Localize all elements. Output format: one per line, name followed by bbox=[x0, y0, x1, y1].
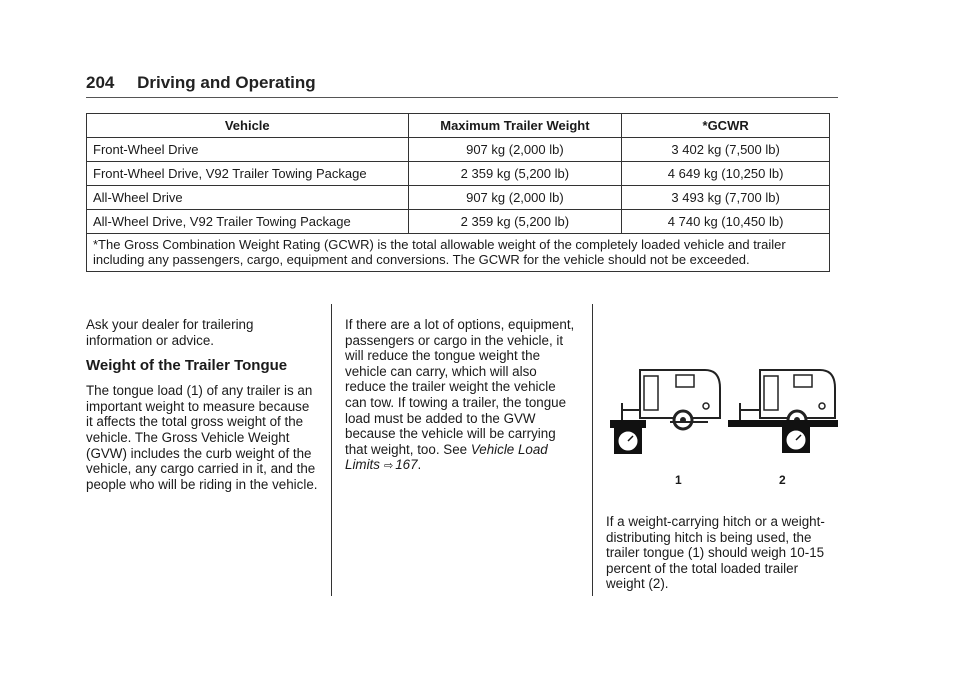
figure-label-trailer-weight: 2 bbox=[779, 473, 786, 487]
figure-label-tongue-load: 1 bbox=[675, 473, 682, 487]
cell-max-trailer-weight: 2 359 kg (5,200 lb) bbox=[408, 162, 622, 186]
cell-vehicle: All-Wheel Drive, V92 Trailer Towing Package bbox=[87, 210, 409, 234]
link-text: Vehicle Load Limits bbox=[345, 441, 548, 473]
column-header-max-trailer-weight: Maximum Trailer Weight bbox=[408, 114, 622, 138]
cell-vehicle: Front-Wheel Drive bbox=[87, 138, 409, 162]
table-footnote: *The Gross Combination Weight Rating (GCWR) is the total allowable weight of the completely loaded vehicle and trailer including any passengers, cargo, equipment and conversions. The GCWR for the vehicle should not be exceeded. bbox=[87, 234, 830, 272]
options-text: If there are a lot of options, equipment, passengers or cargo in the vehicle, it will reduce the tongue weight the vehicle can carry, which will also reduce the trailer weight the vehicle can tow. If towing a trailer, the tongue load must be added to the GVW because the vehicle will be carrying that weight, too. See bbox=[345, 317, 575, 457]
scale-icon bbox=[614, 428, 642, 454]
cell-gcwr: 3 493 kg (7,700 lb) bbox=[622, 186, 830, 210]
scale-icon bbox=[782, 427, 810, 453]
page-reference: 167 bbox=[395, 457, 418, 473]
left-column bbox=[86, 317, 318, 492]
table-row bbox=[87, 138, 830, 162]
options-paragraph bbox=[345, 317, 579, 475]
hitch-paragraph: If a weight-carrying hitch or a weight-distributing hitch is being used, the trailer tongue (1) should weigh 10-15 percent of the total loaded trailer weight (2). bbox=[606, 514, 825, 592]
cell-max-trailer-weight: 2 359 kg (5,200 lb) bbox=[408, 210, 622, 234]
column-header-vehicle: Vehicle bbox=[87, 114, 409, 138]
cell-gcwr: 3 402 kg (7,500 lb) bbox=[622, 138, 830, 162]
towing-capacity-table bbox=[86, 113, 830, 272]
cell-gcwr: 4 649 kg (10,250 lb) bbox=[622, 162, 830, 186]
trailer-tongue-weight-illustration bbox=[610, 360, 840, 490]
cell-max-trailer-weight: 907 kg (2,000 lb) bbox=[408, 186, 622, 210]
cell-vehicle: All-Wheel Drive bbox=[87, 186, 409, 210]
table-footnote-row bbox=[87, 234, 830, 272]
cell-vehicle: Front-Wheel Drive, V92 Trailer Towing Package bbox=[87, 162, 409, 186]
cell-gcwr: 4 740 kg (10,450 lb) bbox=[622, 210, 830, 234]
right-column bbox=[606, 514, 838, 592]
trailer-right bbox=[728, 370, 838, 453]
column-divider bbox=[331, 304, 332, 596]
sentence-end: . bbox=[417, 457, 422, 473]
page-header bbox=[86, 73, 316, 93]
page-reference-icon: ⇨ bbox=[383, 460, 394, 473]
section-heading: Weight of the Trailer Tongue bbox=[86, 357, 288, 375]
table-row bbox=[87, 210, 830, 234]
trailer-left bbox=[610, 370, 720, 454]
page-number: 204 bbox=[86, 73, 115, 92]
table-header-row bbox=[87, 114, 830, 138]
column-header-gcwr: *GCWR bbox=[622, 114, 830, 138]
cell-max-trailer-weight: 907 kg (2,000 lb) bbox=[408, 138, 622, 162]
tongue-weight-paragraph: The tongue load (1) of any trailer is an important weight to measure because it affects the total gross weight of the vehicle. The Gross Vehicle Weight (GVW) includes the curb weight of the vehicle, any cargo carried in it, and the people who will be riding in the vehicle. bbox=[86, 383, 318, 492]
header-divider bbox=[86, 97, 838, 98]
intro-paragraph: Ask your dealer for trailering information or advice. bbox=[86, 317, 254, 348]
table-row bbox=[87, 162, 830, 186]
column-divider bbox=[592, 304, 593, 596]
middle-column bbox=[345, 317, 579, 475]
section-title: Driving and Operating bbox=[137, 73, 316, 92]
table-row bbox=[87, 186, 830, 210]
